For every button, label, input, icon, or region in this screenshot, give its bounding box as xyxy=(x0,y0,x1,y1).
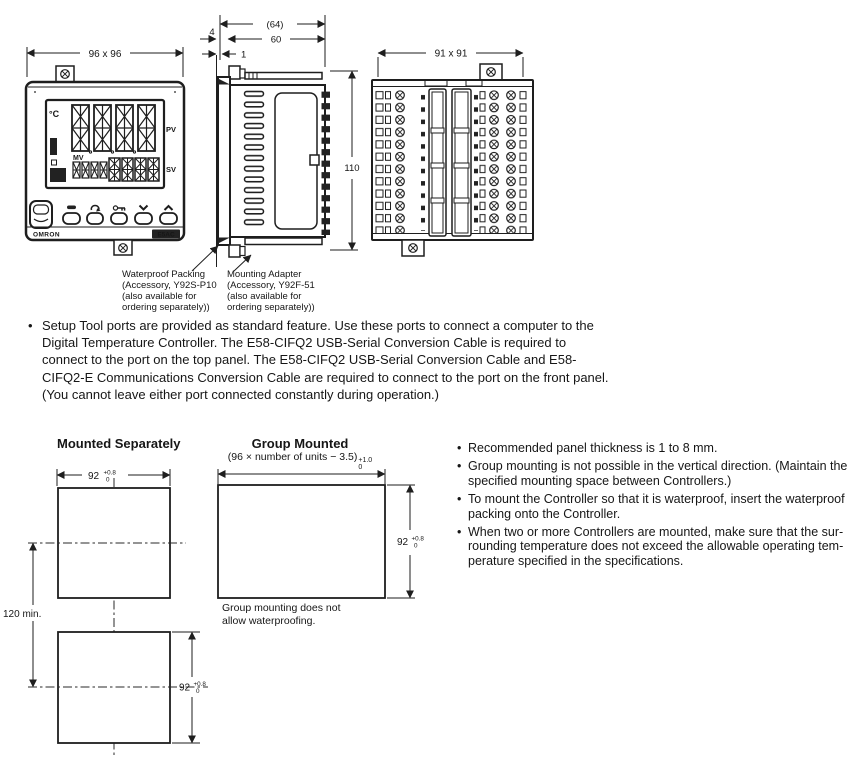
note-line: specified mounting space between Controllers.) xyxy=(468,473,732,488)
pv-label: PV xyxy=(166,125,177,134)
note-line: connect to the port on the top panel. The E58-CIFQ2 USB-Serial Conversion Cable and E58- xyxy=(42,352,577,368)
model-label: E5AC xyxy=(157,231,175,239)
group-tol-plus: +1.0 xyxy=(358,457,373,464)
dim-front-face-label: 96 x 96 xyxy=(88,49,122,60)
dim-cutout-top-tol-zero: 0 xyxy=(106,476,110,484)
terminal-dots-left xyxy=(421,91,425,231)
mounted-separately-drawing xyxy=(0,453,228,772)
back-view-drawing xyxy=(368,28,550,266)
dim-cutout-right-label: 92 xyxy=(179,682,191,694)
mounted-separately-title: Mounted Separately xyxy=(57,436,181,451)
panel-note-item xyxy=(457,492,854,521)
note-line: Setup Tool ports are provided as standard feature. Use these ports to connect a computer to the xyxy=(42,318,594,333)
callout-line: Mounting Adapter xyxy=(227,269,302,280)
bullet-marker: • xyxy=(457,525,462,540)
group-mounted-drawing xyxy=(212,465,452,610)
group-mount-note xyxy=(222,602,341,627)
bullet-marker: • xyxy=(457,492,462,507)
dim-cutout-top-label: 92 xyxy=(88,471,100,482)
shift-key xyxy=(111,213,127,224)
callout-line: Waterproof Packing xyxy=(122,269,206,280)
mode-key xyxy=(87,213,103,224)
group-note-line: Group mounting does not xyxy=(222,602,341,614)
connector-strip-right xyxy=(452,89,471,236)
dim-height-label: 110 xyxy=(344,163,360,174)
group-cutout-width-text: (96 × number of units − 3.5) xyxy=(227,451,358,463)
dim-cutout-right-tol-zero: 0 xyxy=(196,688,200,695)
bullet-marker: • xyxy=(457,441,462,455)
bullet-marker: • xyxy=(28,318,33,333)
dim-cutout-right-tol-plus: +0.8 xyxy=(193,681,206,688)
note-line: perature specified in the specifications. xyxy=(468,553,684,568)
group-panel-cutout xyxy=(218,485,385,598)
usb-port-cover xyxy=(30,201,52,228)
group-note-line: allow waterproofing. xyxy=(222,614,316,627)
vent-slots xyxy=(243,89,267,229)
bezel-side xyxy=(218,77,230,245)
callout-line: (Accessory, Y92F-51 xyxy=(227,280,315,291)
callout-line: (also available for xyxy=(227,291,302,302)
note-line: Digital Temperature Controller. The E58-CIFQ2 USB-Serial Conversion Cable is required to xyxy=(42,335,567,351)
callout-line: (also available for xyxy=(122,291,197,302)
setup-tool-note-text xyxy=(42,317,609,403)
dim-group-height-label: 92 xyxy=(397,537,409,548)
unit-indicator: °C xyxy=(49,109,60,119)
terminal-block-right xyxy=(479,89,531,233)
terminal-teeth xyxy=(320,89,330,235)
sv-label: SV xyxy=(166,165,177,174)
note-line: CIFQ2-E Communications Conversion Cable are required to connect to the port on the front panel. xyxy=(42,369,609,385)
group-tol-zero: 0 xyxy=(358,463,363,471)
dim-group-height-tol-zero: 0 xyxy=(414,542,418,550)
callout-mounting-adapter xyxy=(227,269,315,313)
panel-note-item xyxy=(457,459,854,488)
callout-waterproof-packing xyxy=(122,269,217,313)
level-key xyxy=(63,213,80,224)
level-key-icon xyxy=(67,206,76,210)
panel-note-item xyxy=(457,441,854,455)
side-view-drawing xyxy=(150,5,370,287)
dim-group-height-tol-plus: +0.8 xyxy=(411,535,424,543)
note-line: Recommended panel thickness is 1 to 8 mm. xyxy=(468,441,718,455)
terminal-block-left xyxy=(375,89,413,233)
terminal-dots-right xyxy=(474,91,478,231)
multi-indicator-block xyxy=(50,168,66,182)
callout-line: ordering separately)) xyxy=(227,302,315,313)
dim-bezel-depth-label: 4 xyxy=(209,27,215,38)
panel-note-item xyxy=(457,525,854,568)
dim-vertical-spacing-label: 120 min. xyxy=(3,609,42,620)
note-line: packing onto the Controller. xyxy=(468,506,621,521)
bullet-marker: • xyxy=(457,459,462,474)
note-line: (You cannot leave either port connected constantly during operation.) xyxy=(42,386,440,402)
dim-depth-total-label: (64) xyxy=(266,19,284,31)
setup-tool-note xyxy=(28,317,653,403)
leader-waterproof-packing xyxy=(192,246,218,271)
note-line: When two or more Controllers are mounted, make sure that the sur- xyxy=(468,525,844,540)
side-clip xyxy=(310,155,319,165)
callout-line: (Accessory, Y92S-P10 xyxy=(122,280,217,291)
dim-packing-label: 1 xyxy=(241,49,247,61)
note-line: rounding temperature does not exceed the allowable operating tem- xyxy=(468,539,844,554)
note-line: To mount the Controller so that it is waterproof, insert the waterproof xyxy=(468,492,845,507)
callout-line: ordering separately)) xyxy=(122,302,210,313)
group-mounted-title: Group Mounted xyxy=(251,436,349,451)
dim-depth-body-label: 60 xyxy=(270,34,282,46)
mv-label: MV xyxy=(73,155,84,162)
connector-strip-left xyxy=(429,89,446,236)
dim-back-face-label: 91 x 91 xyxy=(434,48,468,60)
top-mounting-clamp xyxy=(229,66,322,79)
bottom-mounting-clamp xyxy=(229,238,322,257)
note-line: Group mounting is not possible in the vertical direction. (Maintain the xyxy=(468,459,848,474)
dim-cutout-top-tol-plus: +0.8 xyxy=(103,469,116,477)
bar-indicator xyxy=(50,138,57,155)
panel-notes-list xyxy=(457,441,854,572)
brand-logo: OMRON xyxy=(33,231,60,239)
